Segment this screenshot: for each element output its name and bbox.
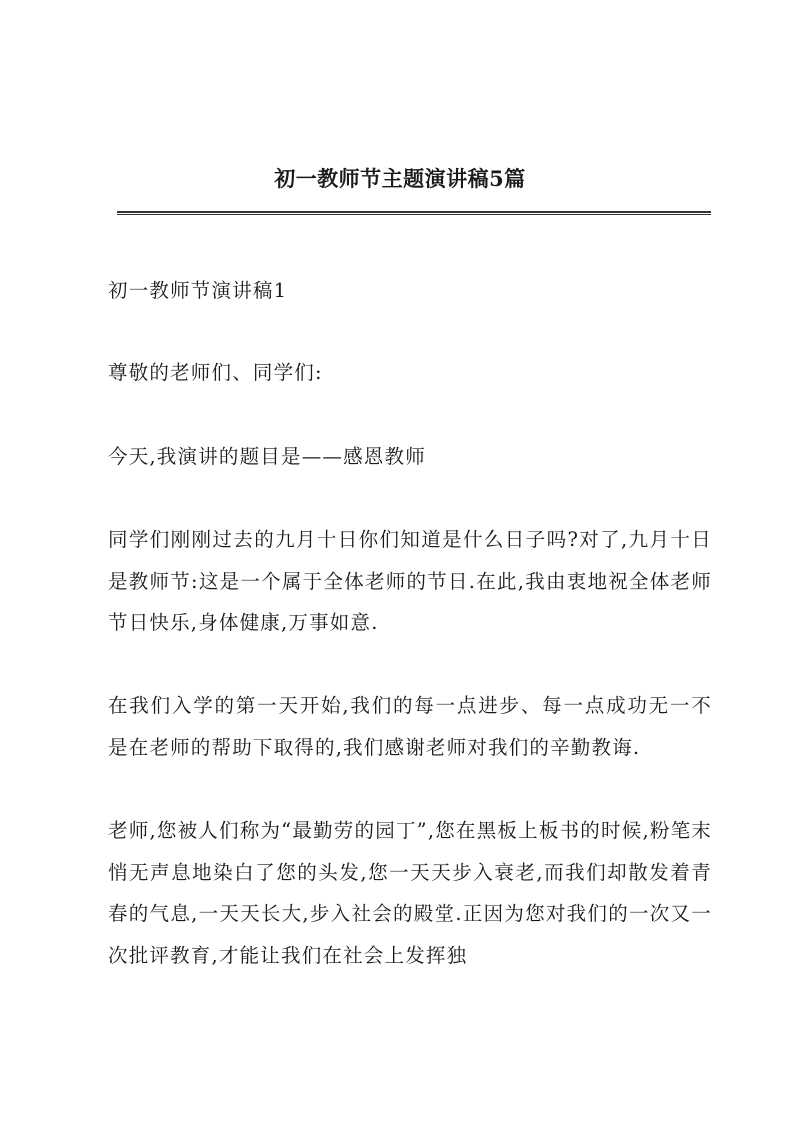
- paragraph: 在我们入学的第一天开始,我们的每一点进步、每一点成功无一不是在老师的帮助下取得的,我们感谢老师对我们的辛勤教诲.: [108, 694, 712, 759]
- salutation: 尊敬的老师们、同学们:: [108, 361, 323, 384]
- page-title: 初一教师节主题演讲稿5篇: [274, 166, 526, 191]
- topic-line: 今天,我演讲的题目是——感恩教师: [108, 445, 426, 468]
- title-divider: [117, 211, 711, 215]
- paragraph: 老师,您被人们称为“最勤劳的园丁”,您在黑板上板书的时候,粉笔末悄无声息地染白了您的头发,您一天天步入衰老,而我们却散发着青春的气息,一天天长大,步入社会的殿堂.正因为您对我们的一次又一次批评教育,才能让我们在社会上发挥独: [108, 819, 712, 967]
- paragraph: 同学们刚刚过去的九月十日你们知道是什么日子吗?对了,九月十日是教师节:这是一个属于全体老师的节日.在此,我由衷地祝全体老师节日快乐,身体健康,万事如意.: [108, 528, 712, 634]
- section-heading: 初一教师节演讲稿1: [108, 279, 288, 302]
